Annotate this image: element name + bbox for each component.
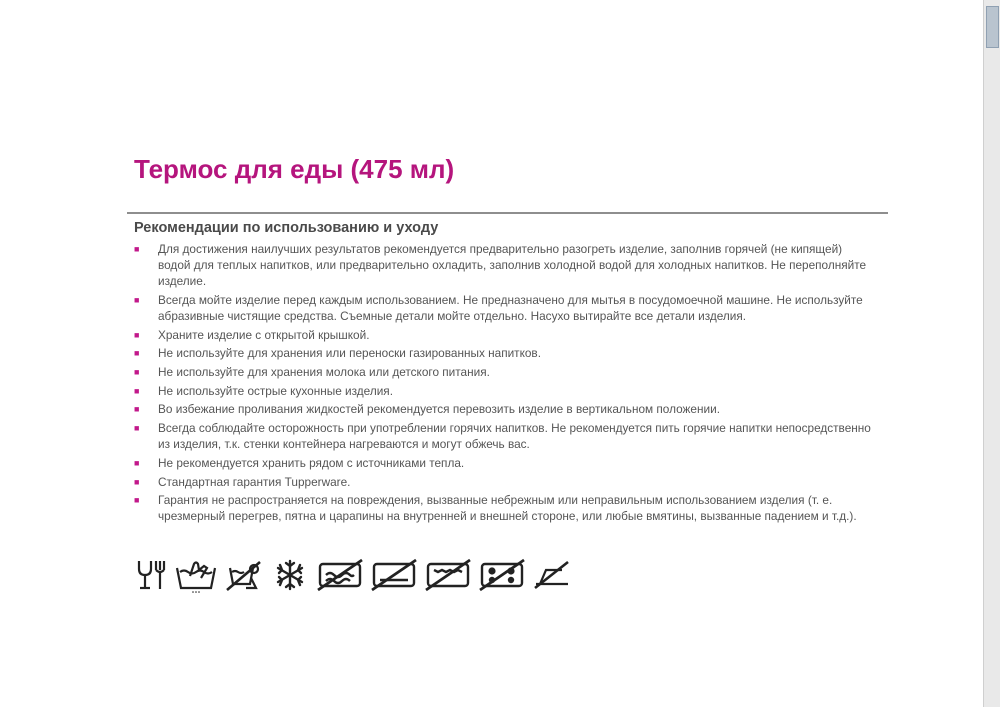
list-item-text: Гарантия не распространяется на повреждения, вызванные небрежным или неправильным использованием изделия (т. е. чрезмерный перегрев, пятна и царапины на внутренней и внешней стороне, или любые вмятины, вызванные падением и т.д.).: [158, 493, 857, 524]
bullet-icon: ■: [134, 294, 140, 305]
bullet-icon: ■: [134, 423, 140, 434]
title-divider: [127, 212, 888, 214]
list-item: [134, 292, 874, 324]
bullet-icon: ■: [134, 367, 140, 378]
bullet-icon: ■: [134, 348, 140, 359]
list-item-text: Всегда мойте изделие перед каждым использованием. Не предназначено для мытья в посудомоечной машине. Не используйте абразивные чистящие средства. Съемные детали мойте отдельно. Насухо вытирайте все детали изделия.: [158, 292, 863, 323]
list-item-text: Для достижения наилучших результатов рекомендуется предварительно разогреть изделие, заполнив горячей (не кипящей) водой для теплых напитков, или предварительно охладить, заполнив холодной водой для холодных напитков. Не переполняйте изделие.: [158, 242, 867, 289]
no-dishwasher-icon: [224, 558, 264, 594]
list-item-text: Всегда соблюдайте осторожность при употреблении горячих напитков. Не рекомендуется пить горячие напитки непосредственно из изделия, т.к. стенки контейнера нагреваются и могут обжечь вас.: [158, 421, 871, 452]
list-item-text: Не используйте для хранения молока или детского питания.: [158, 365, 490, 380]
list-item: [134, 401, 874, 417]
food-safe-icon: [136, 558, 168, 592]
scrollbar-thumb[interactable]: [986, 6, 999, 48]
recommendations-list: [134, 241, 874, 527]
bullet-icon: ■: [134, 385, 140, 396]
bullet-icon: ■: [134, 404, 140, 415]
no-stovetop-icon: [478, 558, 526, 592]
vertical-scrollbar[interactable]: [983, 0, 1000, 707]
list-item-text: Не используйте для хранения или переноски газированных напитков.: [158, 346, 541, 361]
list-item: [134, 327, 874, 343]
no-conventional-oven-icon: [370, 558, 418, 592]
page-title: Термос для еды (475 мл): [134, 154, 455, 184]
bullet-icon: ■: [134, 329, 140, 340]
list-item: [134, 364, 874, 380]
list-item: [134, 492, 874, 524]
bullet-icon: ■: [134, 244, 140, 254]
list-item: [134, 345, 874, 361]
list-item-text: Не используйте острые кухонные изделия.: [158, 383, 393, 398]
list-item: [134, 241, 874, 289]
no-microwave-icon: [316, 558, 364, 592]
list-item-text: Не рекомендуется хранить рядом с источниками тепла.: [158, 455, 465, 470]
list-item: [134, 420, 874, 452]
bullet-icon: ■: [134, 495, 140, 506]
no-oven-icon: [424, 558, 472, 592]
list-item: [134, 383, 874, 399]
hand-wash-icon: [174, 558, 218, 594]
section-heading: Рекомендации по использованию и уходу: [134, 220, 439, 236]
freezer-safe-icon: [270, 558, 310, 594]
bullet-icon: ■: [134, 476, 140, 487]
list-item: [134, 474, 874, 490]
list-item: [134, 455, 874, 471]
no-grill-icon: [532, 558, 572, 592]
care-icons-row: [136, 558, 572, 594]
bullet-icon: ■: [134, 457, 140, 468]
list-item-text: Храните изделие с открытой крышкой.: [158, 327, 370, 342]
list-item-text: Во избежание проливания жидкостей рекомендуется перевозить изделие в вертикальном положении.: [158, 402, 720, 417]
list-item-text: Стандартная гарантия Tupperware.: [158, 474, 351, 489]
